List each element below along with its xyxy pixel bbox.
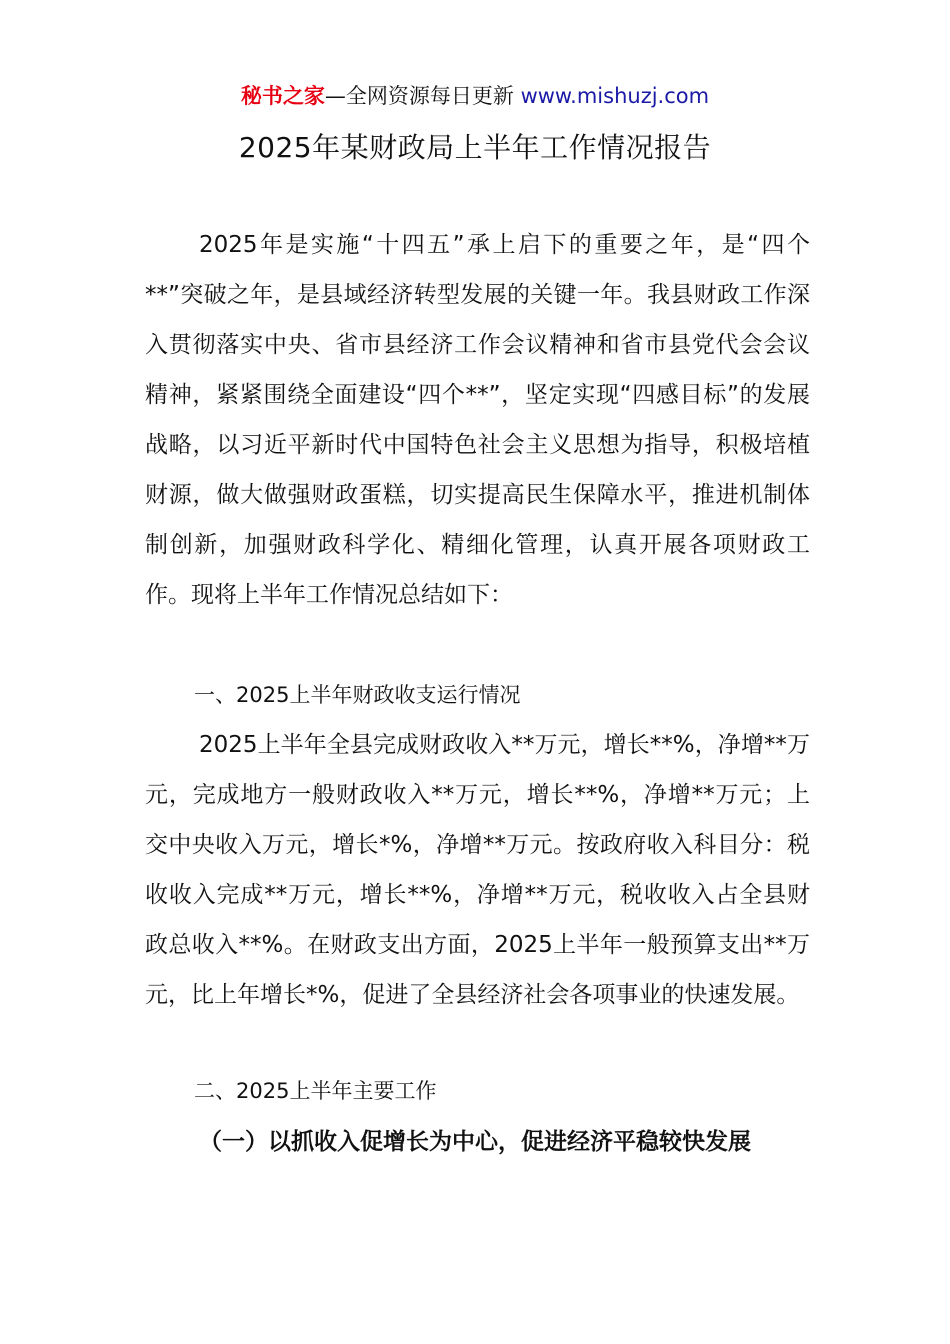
section-heading-2: 二、2025上半年主要工作	[194, 1079, 437, 1103]
subsection-heading-1: （一）以抓收入促增长为中心，促进经济平稳较快发展	[199, 1129, 751, 1155]
site-tagline: —全网资源每日更新	[324, 84, 514, 108]
site-url-link[interactable]: www.mishuzj.com	[520, 84, 710, 108]
site-header	[0, 80, 950, 112]
site-brand: 秘书之家	[240, 84, 325, 108]
section-heading-1: 一、2025上半年财政收支运行情况	[194, 683, 521, 707]
document-title: 2025年某财政局上半年工作情况报告	[238, 131, 712, 164]
intro-paragraph: 2025年是实施“十四五”承上启下的重要之年，是“四个**”突破之年，是县域经济转型发展的关键一年。我县财政工作深入贯彻落实中央、省市县经济工作会议精神和省市县党代会会议精神，紧紧围绕全面建设“四个**”，坚定实现“四感目标”的发展战略，以习近平新时代中国特色社会主义思想为指导，积极培植财源，做大做强财政蛋糕，切实提高民生保障水平，推进机制体制创新，加强财政科学化、精细化管理，认真开展各项财政工作。现将上半年工作情况总结如下：	[145, 232, 810, 608]
section-1-paragraph: 2025上半年全县完成财政收入**万元，增长**%，净增**万元，完成地方一般财政收入**万元，增长**%，净增**万元；上交中央收入万元，增长*%，净增**万元。按政府收入科目分：税收收入完成**万元，增长**%，净增**万元，税收收入占全县财政总收入**%。在财政支出方面，2025上半年一般预算支出**万元，比上年增长*%，促进了全县经济社会各项事业的快速发展。	[145, 732, 810, 1008]
